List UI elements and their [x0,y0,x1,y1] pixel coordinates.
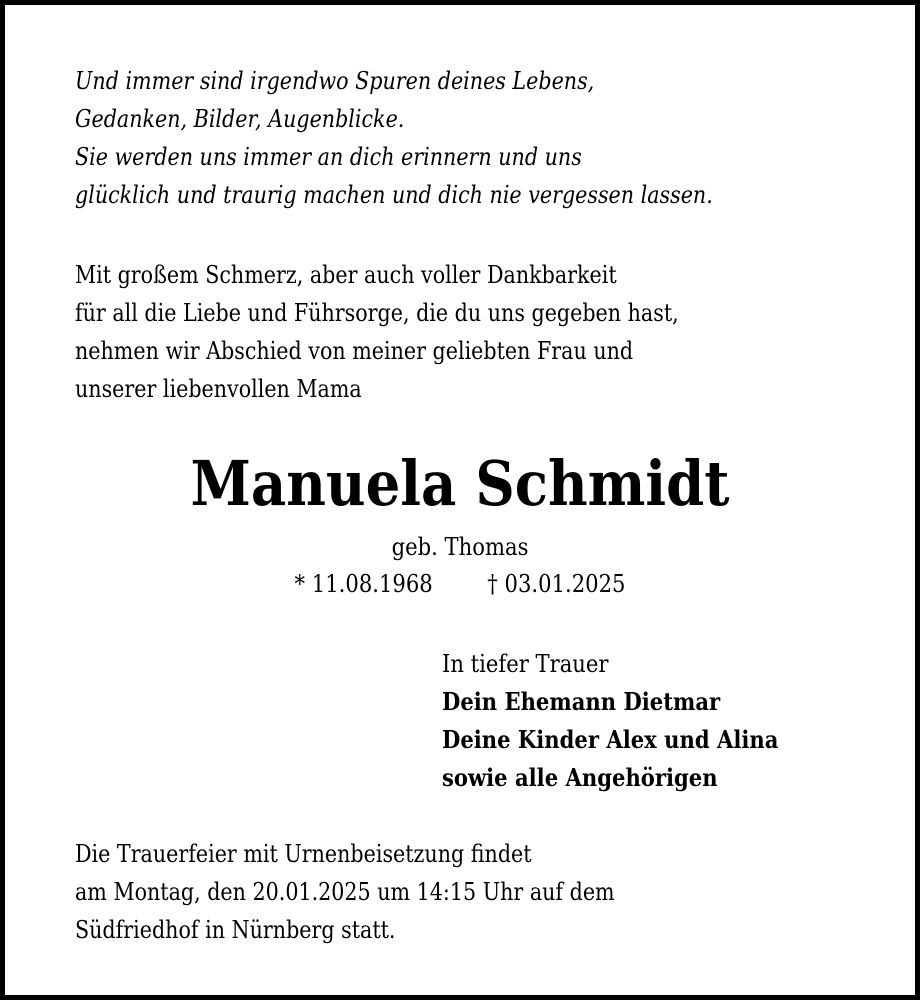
birth-name: geb. Thomas [391,533,529,561]
service-line: Südfriedhof in Nürnberg statt. [75,916,396,944]
poem-line: glücklich und traurig machen und dich nie vergessen lassen. [75,181,713,209]
poem-line: Gedanken, Bilder, Augenblicke. [75,105,405,133]
mourners-block [442,645,778,797]
intro-line: Mit großem Schmerz, aber auch voller Dankbarkeit [75,261,617,289]
deceased-name: Manuela Schmidt [190,447,730,520]
life-dates [60,569,861,599]
mourner-name: sowie alle Angehörigen [442,763,718,792]
intro-line: nehmen wir Abschied von meiner geliebten Frau und [75,337,634,365]
service-line: Die Trauerfeier mit Urnenbeisetzung findet [75,840,532,868]
intro-line: unserer liebenvollen Mama [75,375,362,403]
service-line: am Montag, den 20.01.2025 um 14:15 Uhr auf dem [75,878,615,906]
farewell-intro [75,256,679,408]
mourning-heading: In tiefer Trauer [442,650,609,678]
poem-line: Und immer sind irgendwo Spuren deines Lebens, [75,67,595,95]
poem-verse [75,62,713,214]
funeral-service-info [75,835,615,949]
mourner-name: Dein Ehemann Dietmar [442,687,721,716]
poem-line: Sie werden uns immer an dich erinnern und uns [75,143,582,171]
mourner-name: Deine Kinder Alex und Alina [442,725,779,754]
death-date: † 03.01.2025 [487,570,626,598]
intro-line: für all die Liebe und Führsorge, die du uns gegeben hast, [75,299,679,327]
birth-date: * 11.08.1968 [294,570,433,598]
obituary-notice [5,5,915,995]
